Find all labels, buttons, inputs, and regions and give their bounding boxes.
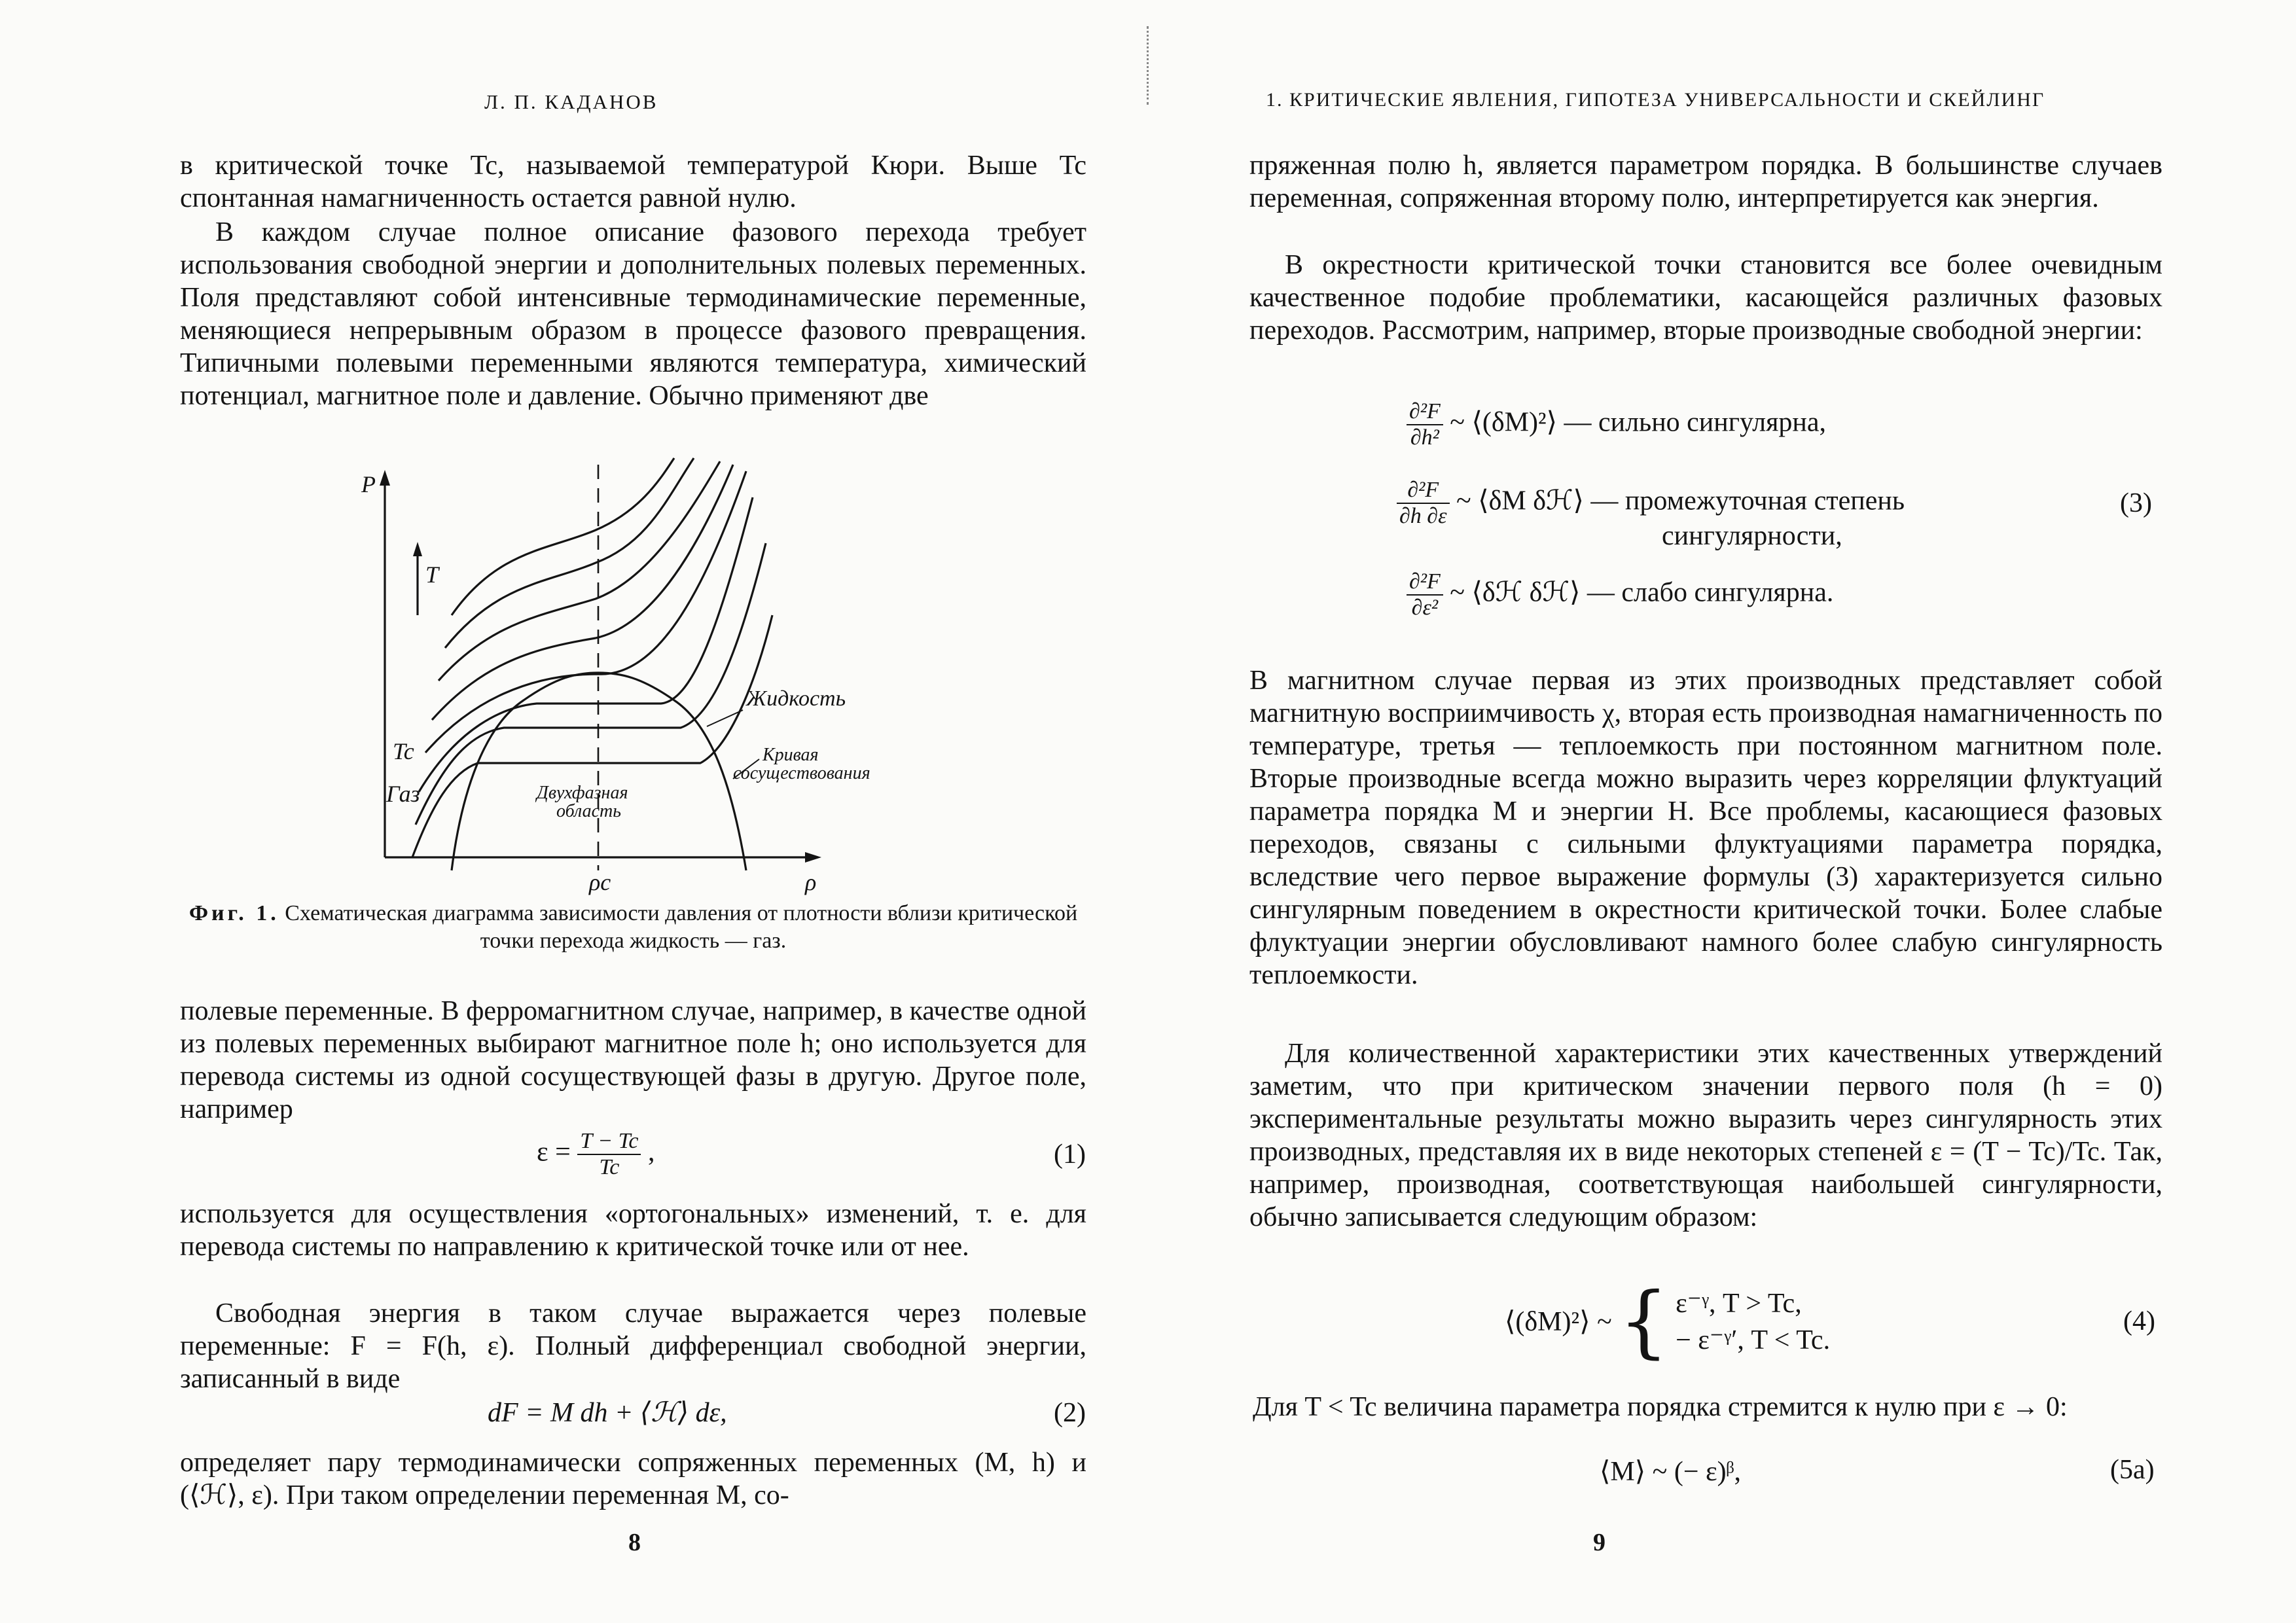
label-two-phase-2: область bbox=[556, 801, 621, 821]
isotherm-1 bbox=[452, 458, 674, 615]
right-page bbox=[1148, 0, 2296, 1623]
figure-1-phase-diagram bbox=[353, 452, 942, 897]
left-brace-icon: { bbox=[1619, 1276, 1669, 1367]
left-paragraph-3: полевые переменные. В ферромагнитном случае, например, в качестве одной из полевых переменных выбирают магнитное поле h; оно используется для перевода системы из одной сосуществующей фазы в другую. Другое поле, например bbox=[180, 996, 1086, 1124]
label-liquid: Жидкость bbox=[746, 687, 846, 711]
equation-4-cases bbox=[1676, 1285, 1830, 1359]
equation-1 bbox=[537, 1129, 655, 1180]
equation-3-3-denominator: ∂ε² bbox=[1411, 596, 1439, 620]
equation-3-2-rhs-continued: сингулярности, bbox=[1662, 521, 1842, 551]
equation-3-2-numerator: ∂²F bbox=[1397, 478, 1450, 504]
left-running-header: Л. П. КАДАНОВ bbox=[484, 90, 658, 113]
equation-4-case-1: ε⁻ᵞ, T > Tc, bbox=[1676, 1289, 1802, 1319]
label-coexistence-1: Кривая bbox=[762, 745, 819, 765]
right-paragraph-2: В окрестности критической точки становится все более очевидным качественное подобие проблематики, касающейся различных фазовых переходов. Рассмотрим, например, вторые производные свободной энергии: bbox=[1249, 250, 2162, 346]
equation-4-lhs: ⟨(δM)²⟩ ~ bbox=[1505, 1307, 1612, 1337]
equation-1-tail: , bbox=[647, 1137, 655, 1168]
label-density: ρ bbox=[805, 869, 817, 895]
left-paragraph-1: в критической точке Tc, называемой температурой Кюри. Выше Tc спонтанная намагниченность остается равной нулю. bbox=[180, 151, 1086, 213]
equation-4 bbox=[1505, 1276, 1831, 1367]
caption-text: Схематическая диаграмма зависимости давления от плотности вблизи критической точки перехода жидкость — газ. bbox=[285, 901, 1078, 953]
equation-1-denominator: Tc bbox=[599, 1155, 620, 1179]
label-critical-density: ρc bbox=[589, 869, 611, 895]
equation-3-3-fraction bbox=[1407, 569, 1443, 620]
equation-3-1-numerator: ∂²F bbox=[1407, 399, 1443, 425]
right-page-number: 9 bbox=[1593, 1529, 1605, 1556]
equation-2-number: (2) bbox=[1054, 1398, 1086, 1428]
equation-3-3-numerator: ∂²F bbox=[1407, 569, 1443, 596]
left-page-number: 8 bbox=[628, 1529, 641, 1556]
left-paragraph-4: используется для осуществления «ортогональных» изменений, т. е. для перевода системы по направлению к критической точке или от нее. bbox=[180, 1199, 1086, 1262]
t-direction-arrowhead bbox=[413, 542, 422, 556]
equation-5a: ⟨M⟩ ~ (− ε)ᵝ, bbox=[1600, 1457, 1741, 1487]
left-paragraph-6: определяет пару термодинамически сопряженных переменных (M, h) и (⟨ℋ⟩, ε). При таком определении переменная M, со- bbox=[180, 1448, 1086, 1510]
equation-1-number: (1) bbox=[1054, 1139, 1086, 1169]
right-running-header: 1. КРИТИЧЕСКИЕ ЯВЛЕНИЯ, ГИПОТЕЗА УНИВЕРСАЛЬНОСТИ И СКЕЙЛИНГ bbox=[1266, 89, 2045, 111]
caption-lead: Фиг. 1. bbox=[188, 901, 279, 925]
isotherm-5-critical bbox=[425, 471, 746, 753]
figure-1-caption bbox=[177, 900, 1090, 955]
label-two-phase-1: Двухфазная bbox=[537, 783, 628, 803]
label-critical-temperature: Tc bbox=[393, 738, 414, 764]
equation-4-case-2: − ε⁻ᵞ′, T < Tc. bbox=[1676, 1325, 1831, 1355]
equation-1-lhs: ε = bbox=[537, 1137, 571, 1168]
p-axis-arrow bbox=[380, 470, 390, 486]
right-paragraph-4: Для количественной характеристики этих качественных утверждений заметим, что при критическом значении первого поля (h = 0) экспериментальные результаты можно выразить через сингулярность этих производных, представляя их в виде некоторых степеней ε = (T − Tc)/Tc. Так, например, производная, соответствующая наибольшей сингулярности, обычно записывается следующим образом: bbox=[1249, 1039, 2162, 1232]
equation-3-1-denominator: ∂h² bbox=[1410, 425, 1439, 450]
rho-axis-arrow bbox=[805, 852, 821, 863]
equation-3-2-denominator: ∂h ∂ε bbox=[1399, 504, 1447, 528]
label-pressure: P bbox=[361, 471, 376, 497]
equation-3-line-3 bbox=[1407, 569, 1833, 620]
equation-1-numerator: T − Tc bbox=[577, 1129, 641, 1155]
equation-5a-number: (5a) bbox=[2110, 1455, 2155, 1485]
equation-3-2-fraction bbox=[1397, 478, 1450, 529]
equation-4-number: (4) bbox=[2123, 1306, 2155, 1336]
left-paragraph-2: В каждом случае полное описание фазового перехода требует использования свободной энергии и дополнительных полевых переменных. Поля представляют собой интенсивные термодинамические переменные, меняющиеся непрерывным образом в процессе фазового превращения. Типичными полевыми переменными являются температура, химический потенциал, магнитное поле и давление. Обычно применяют две bbox=[180, 217, 1086, 411]
isotherm-6 bbox=[419, 497, 753, 792]
equation-3-3-rhs: ~ ⟨δℋ δℋ⟩ — слабо сингулярна. bbox=[1450, 577, 1834, 608]
equation-1-fraction bbox=[577, 1129, 641, 1180]
right-paragraph-3: В магнитном случае первая из этих производных представляет собой магнитную восприимчивость χ, вторая есть производная намагниченность по температуре, третья — теплоемкость при постоянном магнитном поле. Вторые производные всегда можно выразить через корреляции флуктуаций параметра порядка M и энергии H. Все проблемы, касающиеся фазовых переходов, связаны с сильными флуктуациями параметра порядка, вследствие чего первое выражение формулы (3) характеризуется сильно сингулярным поведением в окрестности критической точки. Более слабые флуктуации энергии обусловливают намного более слабую сингулярность теплоемкости. bbox=[1249, 666, 2162, 990]
equation-3-line-1 bbox=[1407, 399, 1826, 450]
left-paragraph-5: Свободная энергия в таком случае выражается через полевые переменные: F = F(h, ε). Полный дифференциал свободной энергии, записанный в виде bbox=[180, 1298, 1086, 1394]
equation-2: dF = M dh + ⟨ℋ⟩ dε, bbox=[488, 1398, 727, 1428]
label-coexistence-2: сосуществования bbox=[733, 763, 870, 783]
label-temperature-arrow: T bbox=[425, 562, 439, 588]
equation-3-1-rhs: ~ ⟨(δM)²⟩ — сильно сингулярна, bbox=[1450, 407, 1827, 438]
equation-3-2-rhs: ~ ⟨δM δℋ⟩ — промежуточная степень bbox=[1456, 486, 1905, 516]
right-paragraph-5: Для T < Tc величина параметра порядка стремится к нулю при ε → 0: bbox=[1253, 1392, 2068, 1422]
equation-3-1-fraction bbox=[1407, 399, 1443, 450]
label-gas: Газ bbox=[386, 781, 420, 807]
right-paragraph-1: пряженная полю h, является параметром порядка. В большинстве случаев переменная, сопряженная второму полю, интерпретируется как энергия. bbox=[1249, 151, 2162, 213]
equation-3-number: (3) bbox=[2120, 488, 2152, 518]
